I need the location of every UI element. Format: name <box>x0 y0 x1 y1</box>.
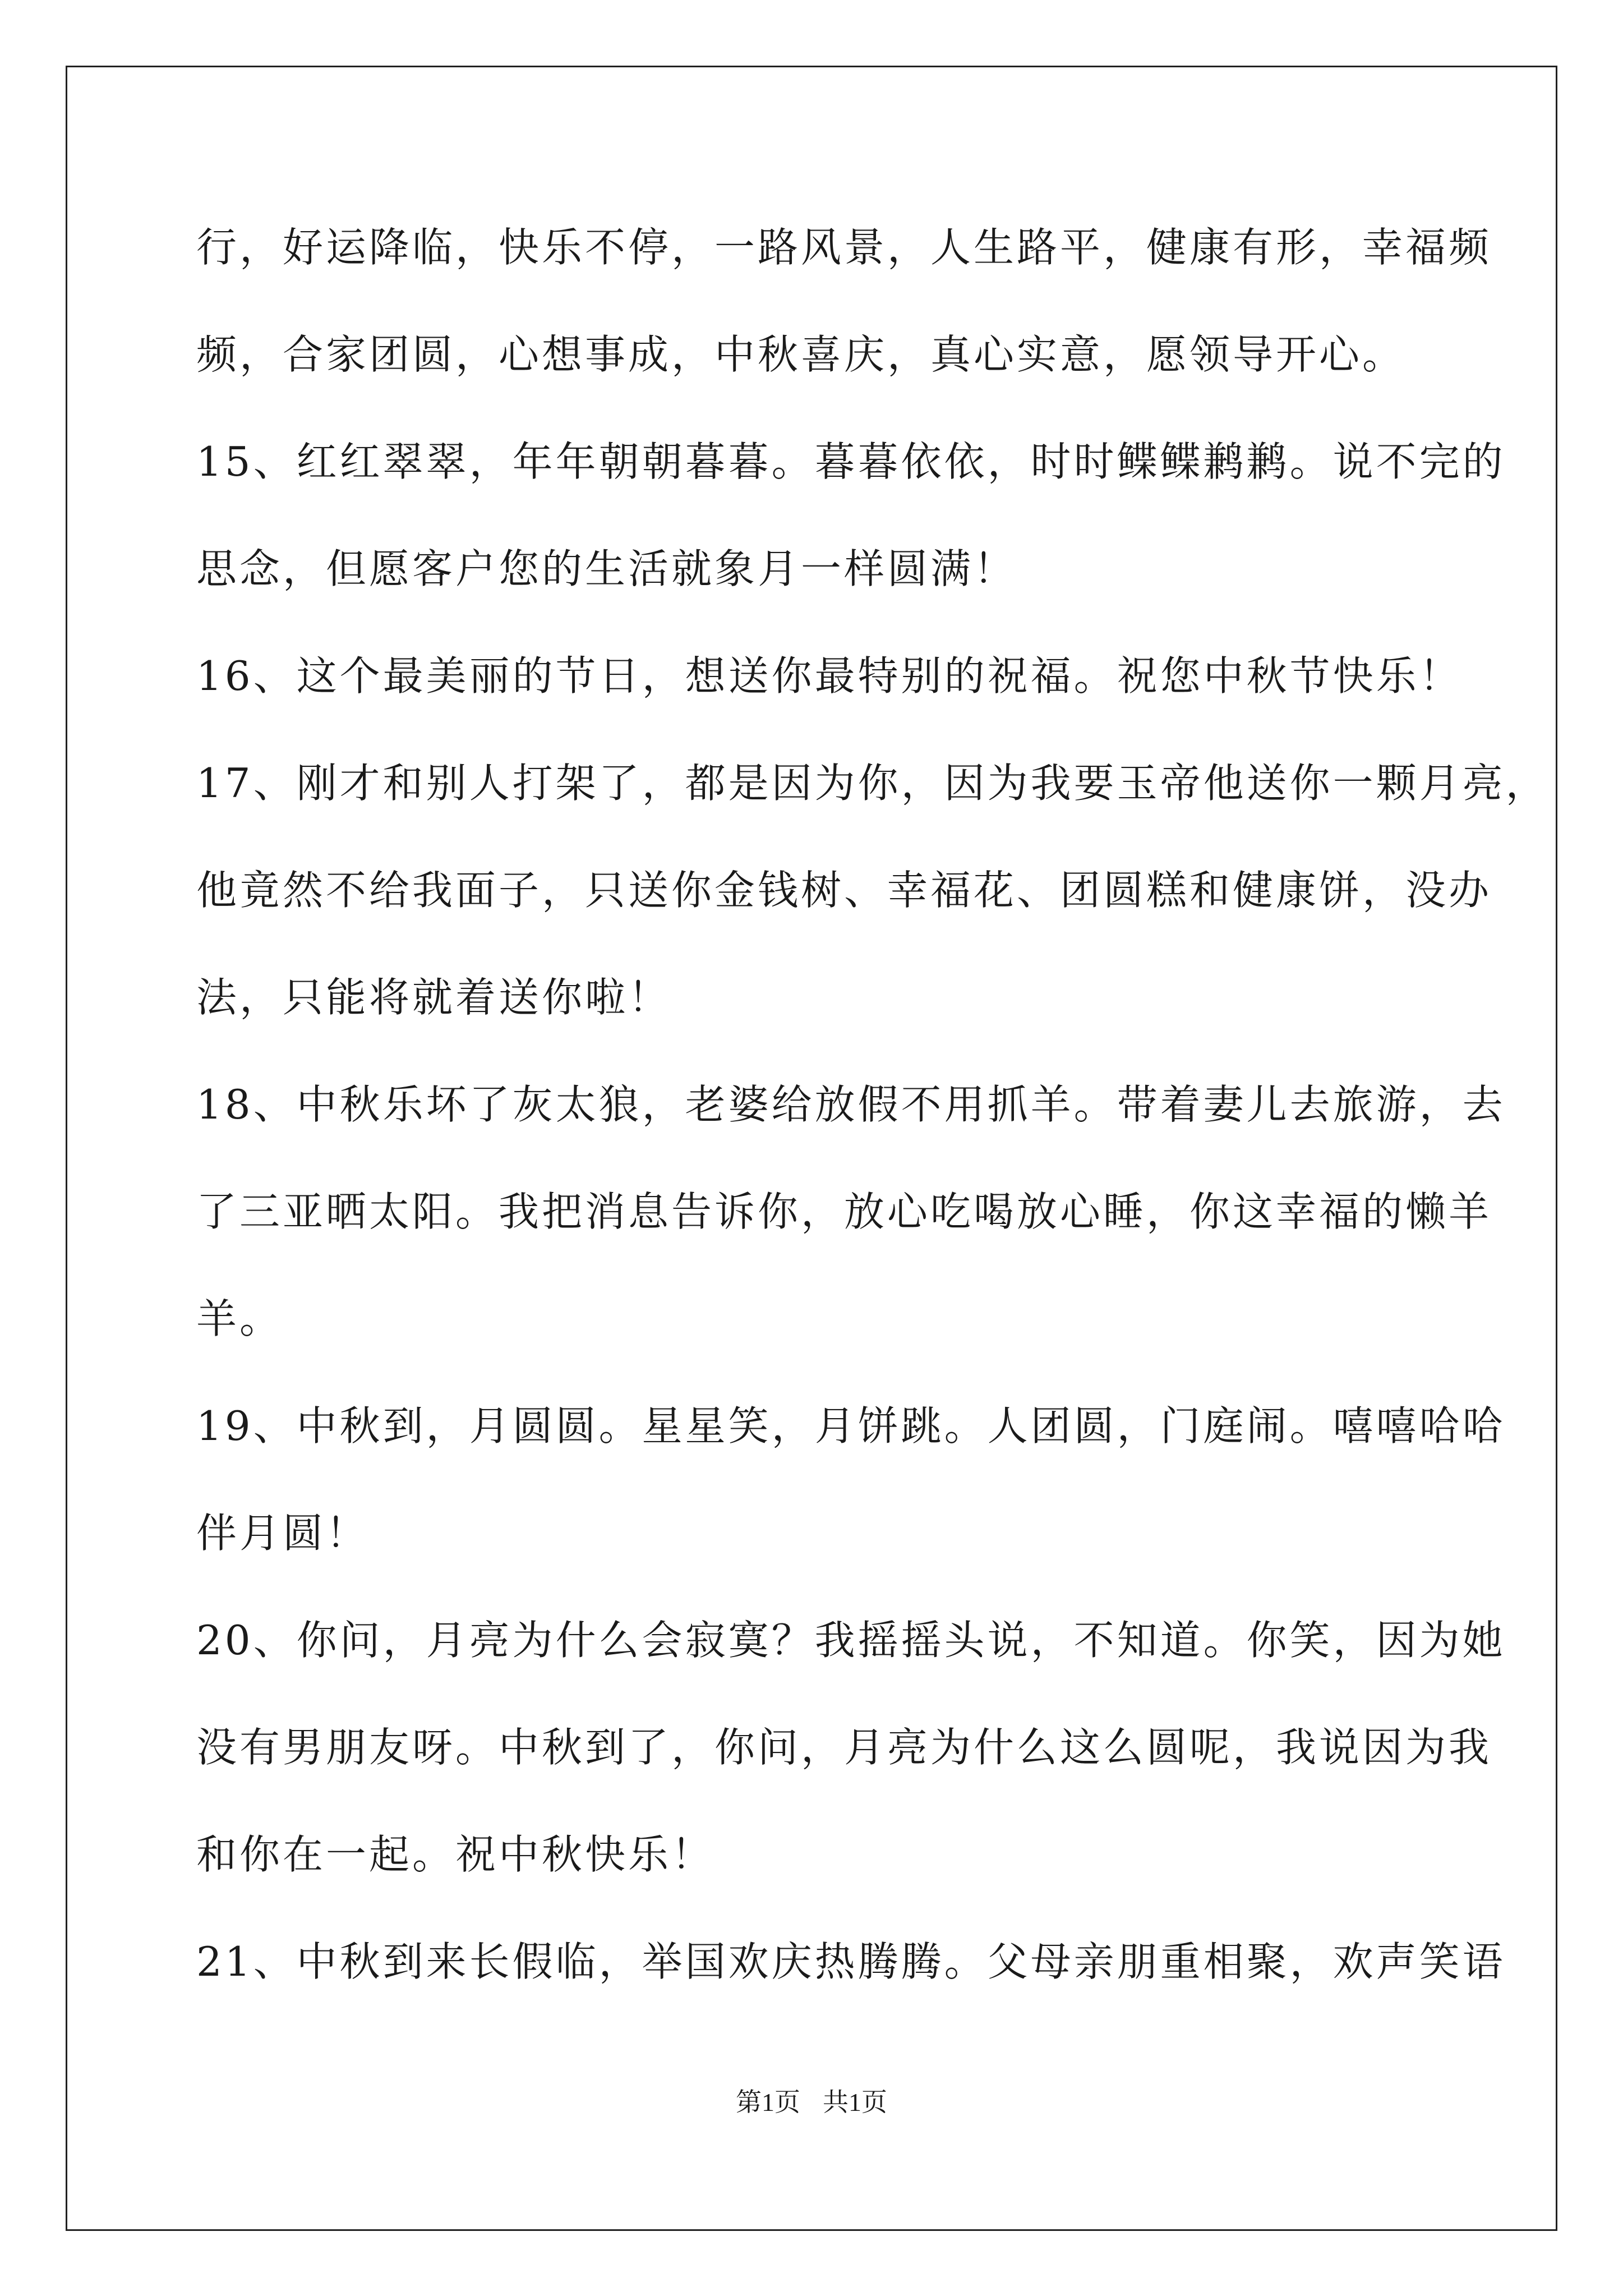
text-line: 16、这个最美丽的节日，想送你最特别的祝福。祝您中秋节快乐！ <box>196 652 1463 700</box>
text-line: 羊。 <box>196 1295 283 1342</box>
text-line: 19、中秋到，月圆圆。星星笑，月饼跳。人团圆，门庭闹。嘻嘻哈哈 <box>196 1402 1506 1450</box>
text-line: 18、中秋乐坏了灰太狼，老婆给放假不用抓羊。带着妻儿去旅游，去 <box>196 1081 1506 1128</box>
text-line: 15、红红翠翠，年年朝朝暮暮。暮暮依依，时时鲽鲽鹣鹣。说不完的 <box>196 438 1506 485</box>
text-line: 和你在一起。祝中秋快乐！ <box>196 1831 715 1878</box>
text-line: 21、中秋到来长假临，举国欢庆热腾腾。父母亲朋重相聚，欢声笑语 <box>196 1938 1506 1985</box>
text-line: 思念，但愿客户您的生活就象月一样圆满！ <box>196 545 1017 592</box>
text-line: 没有男朋友呀。中秋到了，你问，月亮为什么这么圆呢，我说因为我 <box>196 1724 1492 1771</box>
text-line: 法，只能将就着送你啦！ <box>196 974 672 1021</box>
page-number: 第1页 <box>736 2088 800 2116</box>
text-line: 17、刚才和别人打架了，都是因为你，因为我要玉帝他送你一颗月亮， <box>196 760 1549 807</box>
page-border <box>66 66 1557 2231</box>
text-line: 了三亚晒太阳。我把消息告诉你，放心吃喝放心睡，你这幸福的懒羊 <box>196 1188 1492 1235</box>
text-line: 行，好运降临，快乐不停，一路风景，人生路平，健康有形，幸福频 <box>196 224 1492 271</box>
text-line: 伴月圆！ <box>196 1510 370 1557</box>
page-total: 共1页 <box>823 2088 887 2116</box>
page-footer <box>0 2086 1623 2119</box>
text-line: 频，合家团圆，心想事成，中秋喜庆，真心实意，愿领导开心。 <box>196 331 1406 378</box>
text-line: 20、你问，月亮为什么会寂寞？我摇摇头说，不知道。你笑，因为她 <box>196 1617 1506 1664</box>
text-line: 他竟然不给我面子，只送你金钱树、幸福花、团圆糕和健康饼，没办 <box>196 867 1492 914</box>
